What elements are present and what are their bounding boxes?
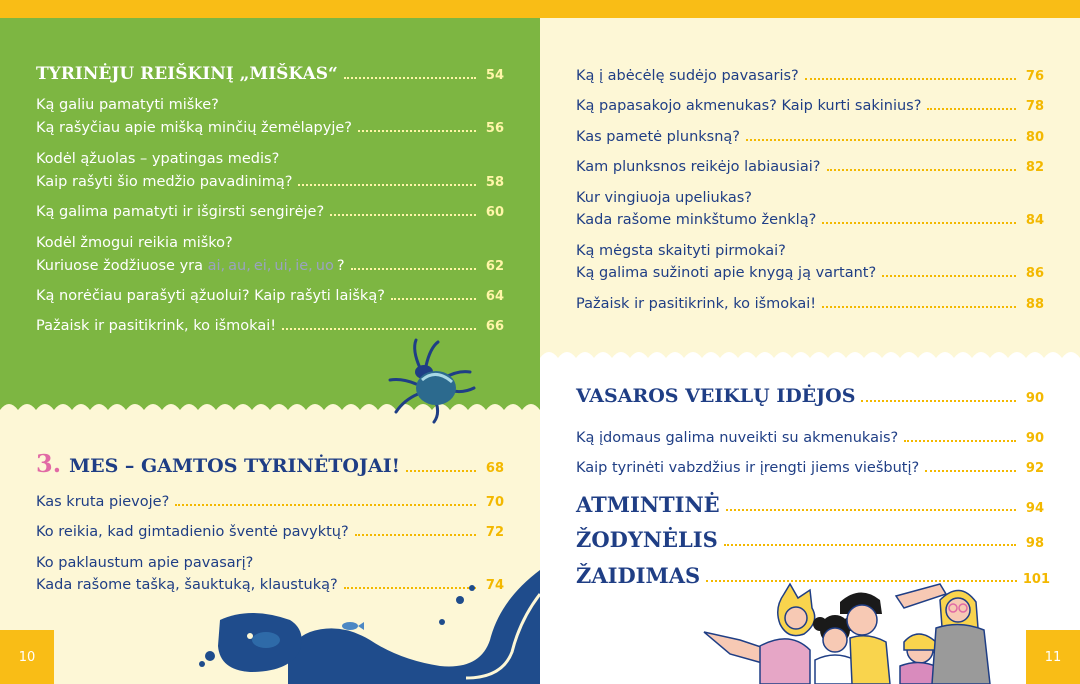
entry-text-start: Kuriuose žodžiuose yra (36, 258, 204, 274)
dot-leader (904, 439, 1016, 442)
page-ref: 74 (485, 578, 504, 593)
page-ref: 84 (1025, 213, 1044, 228)
toc-entry[interactable] (576, 297, 1044, 312)
entry-text: Pažaisk ir pasitikrink, ko išmokai! (36, 318, 277, 334)
page-ref: 56 (485, 121, 504, 136)
heading-text: VASAROS VEIKLŲ IDĖJOS (576, 385, 856, 407)
letter-ie: ie, (295, 258, 313, 274)
chapter-number: 3. (36, 449, 62, 478)
toc-heading-miskas[interactable] (36, 66, 504, 83)
dot-leader (406, 469, 476, 472)
top-banner (0, 0, 1080, 18)
page-ref: 80 (1025, 130, 1044, 145)
toc-entry[interactable] (576, 69, 1044, 84)
dot-leader (298, 183, 476, 186)
dot-leader (351, 267, 476, 270)
chapter-title: MES – GAMTOS TYRINĖTOJAI! (69, 455, 400, 477)
toc-entry[interactable] (576, 130, 1044, 145)
children-illustration (700, 580, 1000, 684)
toc-entry[interactable] (36, 495, 504, 510)
toc-entry[interactable] (36, 319, 504, 334)
section-title: ŽODYNĖLIS (576, 527, 718, 552)
toc-entry[interactable] (576, 99, 1044, 114)
page-ref: 72 (485, 525, 504, 540)
toc-entry[interactable] (576, 213, 1044, 228)
page-number-left: 10 (0, 630, 54, 684)
toc-entry[interactable] (36, 175, 504, 190)
entry-text: Ko reikia, kad gimtadienio šventė pavyktų? (36, 524, 349, 540)
letter-au: au, (228, 258, 251, 274)
dot-leader (391, 297, 476, 300)
toc-entry[interactable] (576, 431, 1044, 446)
toc-chapter-3[interactable] (36, 449, 504, 478)
entry-text (36, 259, 345, 274)
toc-section-atmintine[interactable] (576, 494, 1044, 515)
entry-text: Kada rašome minkštumo ženklą? (576, 212, 817, 228)
page-ref: 66 (485, 319, 504, 334)
page-number-right: 11 (1026, 630, 1080, 684)
entry-text: Kas pametė plunksną? (576, 129, 740, 145)
entry-text: Kaip rašyti šio medžio pavadinimą? (36, 174, 293, 190)
entry-text: Ką rašyčiau apie mišką minčių žemėlapyje? (36, 120, 352, 136)
page-ref: 76 (1025, 69, 1044, 84)
toc-entry[interactable] (576, 266, 1044, 281)
toc-heading-vasara[interactable] (576, 387, 1044, 406)
page-ref: 92 (1025, 461, 1044, 476)
entry-text: Ką papasakojo akmenukas? Kaip kurti sakinius? (576, 98, 922, 114)
page-ref: 54 (485, 68, 504, 83)
toc-entry[interactable] (36, 121, 504, 136)
dot-leader (746, 138, 1016, 141)
entry-text: Kaip tyrinėti vabzdžius ir įrengti jiems viešbutį? (576, 460, 920, 476)
page-ref: 98 (1025, 536, 1044, 551)
entry-text: Kam plunksnos reikėjo labiausiai? (576, 159, 821, 175)
entry-text: Ką įdomaus galima nuveikti su akmenukais? (576, 430, 899, 446)
dot-leader (925, 469, 1016, 472)
dot-leader (175, 503, 476, 506)
dot-leader (827, 168, 1017, 171)
toc-entry[interactable] (36, 259, 504, 274)
entry-text: Kas kruta pievoje? (36, 494, 170, 510)
toc-line: Kur vingiuoja upeliukas? (576, 190, 753, 206)
dot-leader (344, 76, 476, 79)
toc-section-zodynelis[interactable] (576, 529, 1044, 550)
page-ref: 101 (1022, 572, 1050, 587)
beetle-icon (386, 338, 478, 424)
dot-leader (822, 221, 1016, 224)
toc-entry[interactable] (576, 160, 1044, 175)
scallop-edge (540, 346, 1080, 370)
page-ref: 94 (1025, 501, 1044, 516)
entry-text: Ką į abėcėlę sudėjo pavasaris? (576, 68, 799, 84)
section-title: ATMINTINĖ (576, 492, 720, 517)
toc-entry[interactable] (576, 461, 1044, 476)
dot-leader (724, 543, 1016, 546)
page-ref: 90 (1025, 431, 1044, 446)
dot-leader (330, 213, 476, 216)
toc-line: Kodėl ąžuolas – ypatingas medis? (36, 151, 280, 167)
toc-line: Kodėl žmogui reikia miško? (36, 235, 233, 251)
page-ref: 88 (1025, 297, 1044, 312)
heading-text: TYRINĖJU REIŠKINĮ „MIŠKAS“ (36, 64, 338, 84)
page-ref: 70 (485, 495, 504, 510)
page-ref: 58 (485, 175, 504, 190)
entry-text: Ką galima pamatyti ir išgirsti sengirėje? (36, 204, 325, 220)
page-ref: 78 (1025, 99, 1044, 114)
page-ref: 86 (1025, 266, 1044, 281)
toc-entry[interactable] (36, 289, 504, 304)
dot-leader (282, 327, 476, 330)
page-ref: 82 (1025, 160, 1044, 175)
letter-ui: ui, (274, 258, 293, 274)
page-ref: 64 (485, 289, 504, 304)
whale-illustration (190, 560, 540, 684)
letter-ei: ei, (253, 258, 272, 274)
section-title: ŽAIDIMAS (576, 563, 701, 588)
entry-text: Pažaisk ir pasitikrink, ko išmokai! (576, 296, 817, 312)
letter-uo: uo (315, 258, 334, 274)
letter-combinations (208, 258, 337, 274)
page-ref: 90 (1025, 391, 1044, 406)
entry-text: Ką galima sužinoti apie knygą ją vartant? (576, 265, 877, 281)
dot-leader (355, 533, 476, 536)
page-ref: 60 (485, 205, 504, 220)
page-ref: 68 (485, 461, 504, 476)
dot-leader (726, 508, 1016, 511)
dot-leader (822, 305, 1016, 308)
dot-leader (861, 399, 1016, 402)
toc-entry[interactable] (36, 525, 504, 540)
letter-ai: ai, (207, 258, 226, 274)
toc-line: Ko paklaustum apie pavasarį? (36, 555, 254, 571)
toc-entry[interactable] (36, 205, 504, 220)
dot-leader (805, 77, 1016, 80)
toc-line: Ką mėgsta skaityti pirmokai? (576, 243, 786, 259)
toc-line: Ką galiu pamatyti miške? (36, 97, 219, 113)
question-mark: ? (336, 258, 345, 274)
dot-leader (927, 107, 1016, 110)
dot-leader (882, 274, 1016, 277)
entry-text: Ką norėčiau parašyti ąžuolui? Kaip rašyti laišką? (36, 288, 385, 304)
dot-leader (358, 129, 476, 132)
page-ref: 62 (485, 259, 504, 274)
entry-text: Kada rašome tašką, šauktuką, klaustuką? (36, 577, 338, 593)
